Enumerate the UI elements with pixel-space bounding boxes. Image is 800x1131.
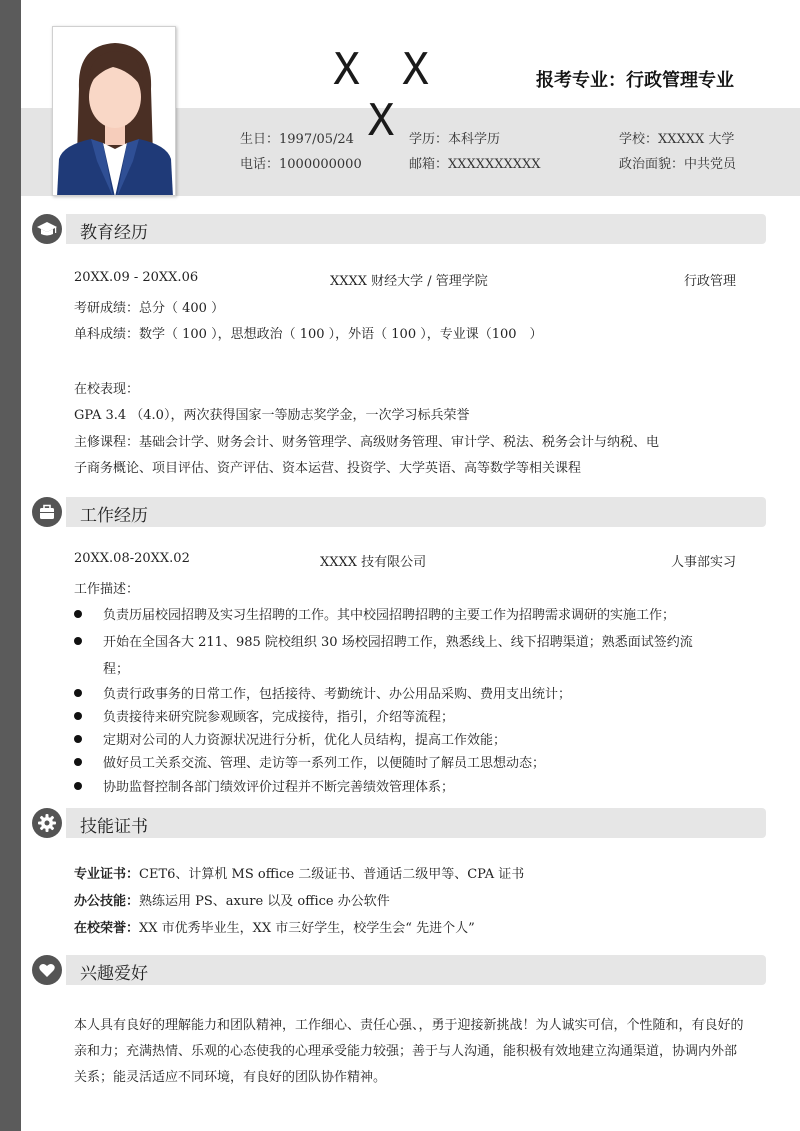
education-performance-label: 在校表现：: [74, 382, 140, 397]
skills-honor: [74, 917, 475, 936]
bullet-dot: [74, 758, 82, 766]
skills-professional-label: 专业证书：: [74, 867, 140, 882]
info-email: 邮箱：XXXXXXXXXX: [409, 157, 541, 172]
work-bullet-2-cont: 程；: [103, 662, 130, 677]
info-education: 学历：本科学历: [409, 132, 501, 147]
skills-honor-label: 在校荣誉：: [74, 921, 140, 936]
bullet-dot: [74, 712, 82, 720]
hobby-section-title: 兴趣爱好: [80, 964, 148, 984]
candidate-name: X X X: [333, 44, 437, 146]
work-desc-label: 工作描述：: [74, 582, 140, 597]
skills-office: [74, 890, 390, 909]
bullet-dot: [74, 689, 82, 697]
work-section-bar: [66, 497, 766, 527]
education-section-title: 教育经历: [80, 223, 148, 243]
skills-professional-value: CET6、计算机 MS office 二级证书、普通话二级甲等、CPA 证书: [139, 867, 525, 882]
briefcase-icon: [32, 497, 62, 527]
info-school: 学校：XXXXX 大学: [619, 132, 735, 147]
education-period: 20XX.09 - 20XX.06: [74, 270, 199, 285]
work-position: 人事部实习: [670, 555, 736, 570]
info-phone: 电话：1000000000: [240, 157, 362, 172]
work-company: XXXX 技有限公司: [320, 555, 427, 570]
hobby-text: 本人具有良好的理解能力和团队精神，工作细心、责任心强、，勇于迎接新挑战！为人诚实可信，个性随和，有良好的亲和力；充满热情、乐观的心态使我的心理承受能力较强；善于与人沟通，能积极有效地建立沟通渠道，协调内外部关系；能灵活适应不同环境，有良好的团队协作精神。: [74, 1018, 744, 1085]
work-section-title: 工作经历: [80, 506, 148, 526]
work-bullet-1: 负责历届校园招聘及实习生招聘的工作。其中校园招聘招聘的主要工作为招聘需求调研的实施工作；: [103, 608, 676, 623]
info-birth: 生日：1997/05/24: [240, 132, 354, 147]
hobby-section-bar: [66, 955, 766, 985]
skills-office-value: 熟练运用 PS、axure 以及 office 办公软件: [139, 894, 390, 909]
work-bullet-2: 开始在全国各大 211、985 院校组织 30 场校园招聘工作，熟悉线上、线下招聘渠道；熟悉面试签约流: [103, 635, 693, 650]
education-school: XXXX 财经大学 / 管理学院: [330, 274, 488, 289]
education-courses-line2: 子商务概论、项目评估、资产评估、资本运营、投资学、大学英语、高等数学等相关课程: [74, 461, 582, 476]
work-bullet-4: 负责接待来研究院参观顾客，完成接待，指引，介绍等流程；: [103, 710, 455, 725]
work-bullet-5: 定期对公司的人力资源状况进行分析，优化人员结构，提高工作效能；: [103, 733, 507, 748]
education-gpa: GPA 3.4 （4.0），两次获得国家一等励志奖学金，一次学习标兵荣誉: [74, 408, 470, 423]
info-politics: 政治面貌：中共党员: [619, 157, 737, 172]
avatar-photo: [52, 26, 176, 196]
skills-office-label: 办公技能：: [74, 894, 140, 909]
bullet-dot: [74, 610, 82, 618]
skills-section-bar: [66, 808, 766, 838]
graduation-cap-icon: [32, 214, 62, 244]
work-bullet-3: 负责行政事务的日常工作，包括接待、考勤统计、办公用品采购、费用支出统计；: [103, 687, 572, 702]
skills-honor-value: XX 市优秀毕业生，XX 市三好学生，校学生会“ 先进个人”: [139, 921, 475, 936]
skills-section-title: 技能证书: [80, 817, 148, 837]
applied-major: 报考专业：行政管理专业: [536, 70, 734, 91]
gear-icon: [32, 808, 62, 838]
left-sidebar: [0, 0, 21, 1131]
bullet-dot: [74, 735, 82, 743]
avatar-illustration: [53, 27, 176, 196]
bullet-dot: [74, 637, 82, 645]
education-subject-scores: 单科成绩：数学（ 100 ），思想政治（ 100 ），外语（ 100 ），专业课（100 ）: [74, 327, 543, 342]
education-section-bar: [66, 214, 766, 244]
work-bullet-7: 协助监督控制各部门绩效评价过程并不断完善绩效管理体系；: [103, 780, 455, 795]
education-total-score: 考研成绩：总分（ 400 ）: [74, 301, 225, 316]
education-courses-line1: 主修课程：基础会计学、财务会计、财务管理学、高级财务管理、审计学、税法、税务会计与纳税、电: [74, 435, 660, 450]
education-major: 行政管理: [683, 274, 736, 289]
heart-icon: [32, 955, 62, 985]
skills-professional: [74, 863, 524, 882]
work-period: 20XX.08-20XX.02: [74, 551, 190, 566]
work-bullet-6: 做好员工关系交流、管理、走访等一系列工作，以便随时了解员工思想动态；: [103, 756, 546, 771]
bullet-dot: [74, 782, 82, 790]
